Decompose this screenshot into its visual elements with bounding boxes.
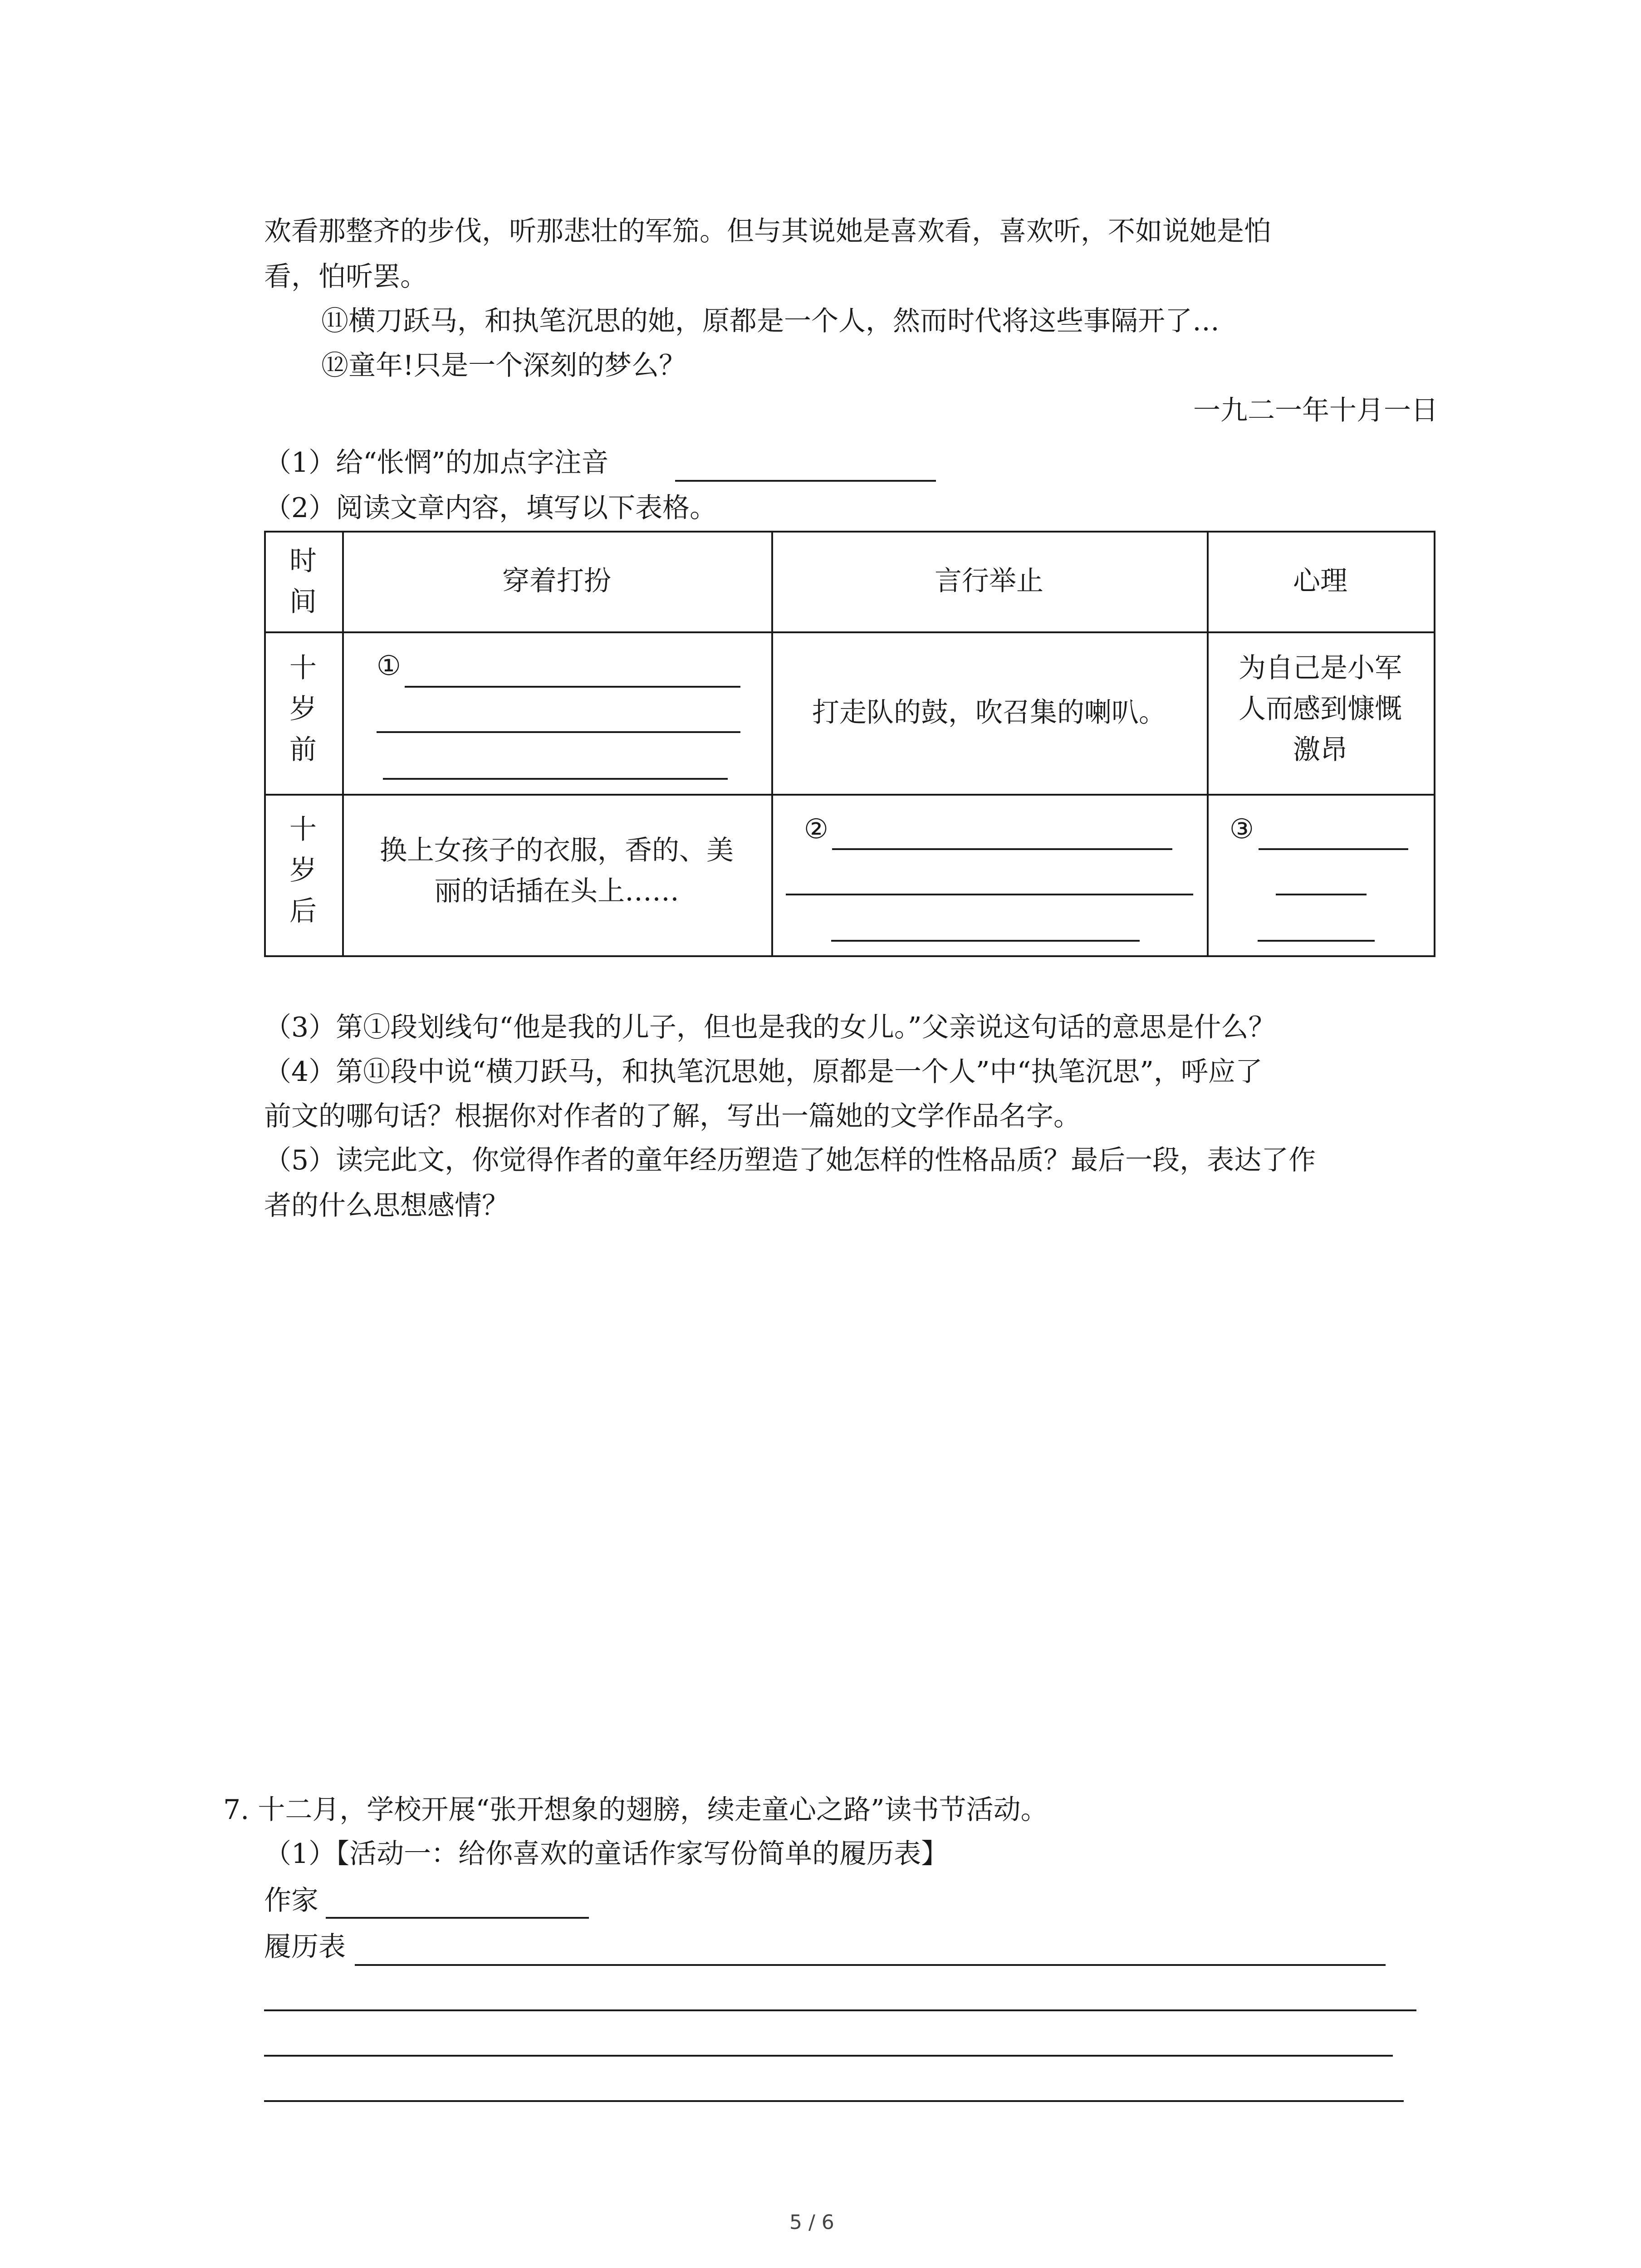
row2-mind-blank[interactable]	[1259, 848, 1408, 850]
header-mind: 心理	[1293, 565, 1347, 597]
answer-table	[264, 531, 1435, 957]
row2-mind-marker: ③	[1230, 813, 1254, 845]
row2-mind-blank[interactable]	[1276, 894, 1367, 895]
header-behavior: 言行举止	[935, 565, 1043, 597]
row1-dress-marker: ①	[377, 650, 401, 682]
row2-behavior-blank[interactable]	[832, 848, 1172, 850]
resume-line[interactable]	[264, 2055, 1393, 2057]
author-label: 作家	[264, 1885, 318, 1916]
paragraph-12: ⑫童年!只是一个深刻的梦么？	[321, 350, 686, 381]
row1-dress-blank[interactable]	[377, 731, 740, 733]
row2-behavior-blank[interactable]	[786, 894, 1193, 895]
resume-line[interactable]	[264, 2009, 1416, 2011]
author-blank[interactable]	[326, 1917, 589, 1919]
question-4-cont: 前文的哪句话？根据你对作者的了解，写出一篇她的文学作品名字。	[264, 1100, 1081, 1132]
row1-behavior: 打走队的鼓，吹召集的喇叭。	[812, 697, 1166, 728]
question-4: （4）第⑪段中说“横刀跃马，和执笔沉思她，原都是一个人”中“执笔沉思”，呼应了	[264, 1056, 1263, 1088]
row2-behavior-blank[interactable]	[831, 940, 1140, 942]
resume-label: 履历表	[264, 1931, 346, 1963]
resume-line[interactable]	[264, 2100, 1404, 2102]
question-5: （5）读完此文，你觉得作者的童年经历塑造了她怎样的性格品质？最后一段，表达了作	[264, 1144, 1316, 1176]
row1-dress-blank[interactable]	[405, 686, 740, 688]
question-1: （1）给“怅惘”的加点字注音	[264, 447, 609, 479]
passage-line: 欢看那整齐的步伐，听那悲壮的军笳。但与其说她是喜欢看，喜欢听，不如说她是怕	[264, 215, 1271, 247]
question-3: （3）第①段划线句“他是我的儿子，但也是我的女儿。”父亲说这句话的意思是什么？	[264, 1012, 1276, 1043]
row1-mind: 为自己是小军 人而感到慷慨 激昂	[1239, 652, 1402, 766]
header-dress: 穿着打扮	[502, 565, 611, 597]
activity-1: （1）【活动一：给你喜欢的童话作家写份简单的履历表】	[264, 1838, 949, 1870]
row2-time: 十 岁 后	[289, 814, 317, 927]
row2-mind-blank[interactable]	[1258, 940, 1375, 942]
question-2: （2）阅读文章内容，填写以下表格。	[264, 492, 717, 524]
row1-time: 十 岁 前	[289, 652, 317, 766]
answer-blank[interactable]	[675, 480, 936, 482]
passage-date: 一九二一年十月一日	[1193, 395, 1438, 426]
passage-line: 看，怕听罢。	[264, 261, 427, 293]
header-time: 时 间	[289, 545, 317, 618]
row2-behavior-marker: ②	[804, 813, 828, 845]
row2-dress: 换上女孩子的衣服，香的、美 丽的话插在头上……	[380, 835, 734, 907]
page-number: 5 / 6	[789, 2211, 834, 2234]
resume-blank[interactable]	[355, 1964, 1386, 1966]
row1-dress-blank[interactable]	[383, 778, 728, 780]
question-5-cont: 者的什么思想感情？	[264, 1190, 509, 1222]
paragraph-11: ⑪横刀跃马，和执笔沉思的她，原都是一个人，然而时代将这些事隔开了…	[321, 305, 1220, 337]
question-7: 7. 十二月，学校开展“张开想象的翅膀，续走童心之路”读书节活动。	[223, 1794, 1048, 1826]
